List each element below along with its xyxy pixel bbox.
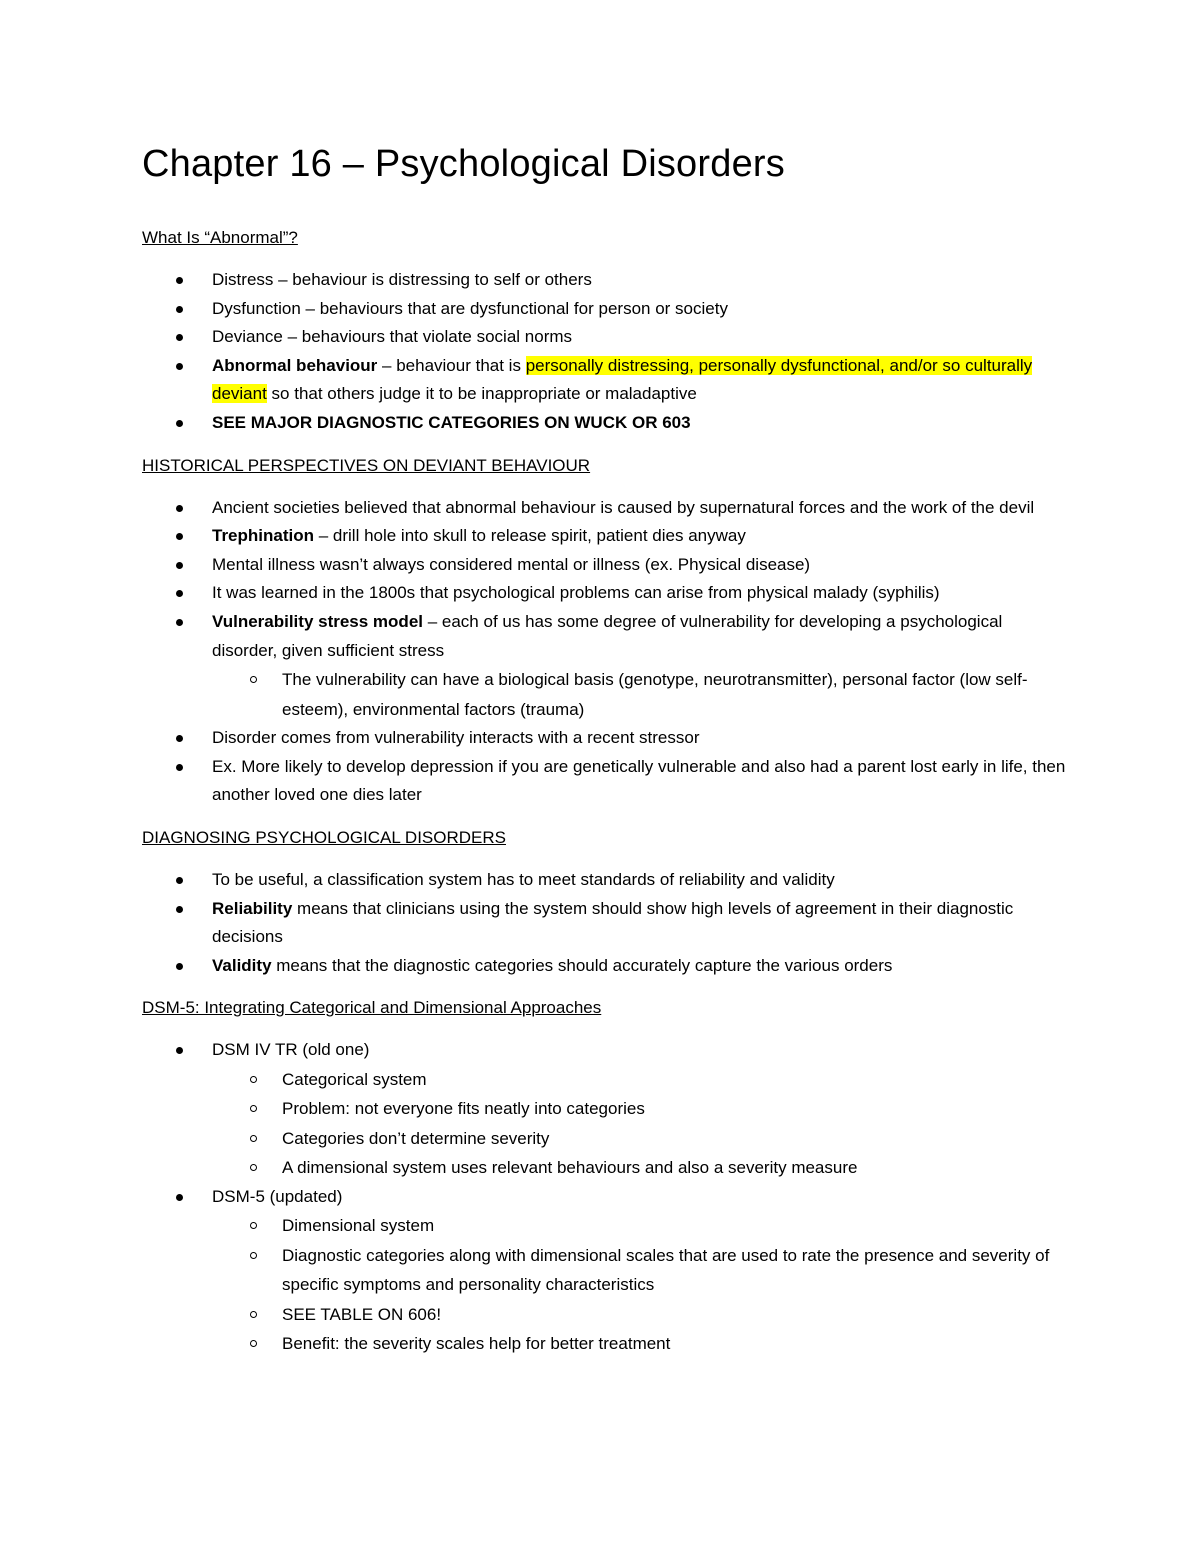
dsm5-list bbox=[142, 1036, 1072, 1359]
bullet-icon bbox=[176, 590, 183, 597]
bullet-icon bbox=[176, 1194, 183, 1201]
list-item: Abnormal behaviour – behaviour that is personally distressing, personally dysfunctional, and/or so culturally deviant so that others judge it to be inappropriate or maladaptive bbox=[142, 352, 1072, 409]
list-item: Ex. More likely to develop depression if you are genetically vulnerable and also had a parent lost early in life, then another loved one dies later bbox=[142, 753, 1072, 810]
list-item: SEE MAJOR DIAGNOSTIC CATEGORIES ON WUCK OR 603 bbox=[142, 409, 1072, 438]
bullet-icon bbox=[176, 306, 183, 313]
bullet-icon bbox=[176, 420, 183, 427]
list-item: DSM IV TR (old one) Categorical system Problem: not everyone fits neatly into categories Categories don’t determine severity A dimensional system uses relevant behaviours and also a severity measure bbox=[142, 1036, 1072, 1183]
term-reliability: Reliability bbox=[212, 898, 293, 918]
sub-bullet-icon bbox=[250, 1164, 257, 1171]
sub-list-item: Benefit: the severity scales help for better treatment bbox=[212, 1329, 1072, 1359]
sub-bullet-icon bbox=[250, 1311, 257, 1318]
section-heading-abnormal: What Is “Abnormal”? bbox=[142, 228, 298, 247]
bullet-icon bbox=[176, 735, 183, 742]
bullet-icon bbox=[176, 277, 183, 284]
sub-list-item: Problem: not everyone fits neatly into categories bbox=[212, 1094, 1072, 1124]
bullet-icon bbox=[176, 764, 183, 771]
list-item: DSM-5 (updated) Dimensional system Diagnostic categories along with dimensional scales that are used to rate the presence and severity of specific symptoms and personality characteristics SEE TABLE ON 606! Benefit: the severity scales help for better treatment bbox=[142, 1183, 1072, 1359]
page-title: Chapter 16 – Psychological Disorders bbox=[142, 143, 785, 185]
bullet-icon bbox=[176, 1047, 183, 1054]
sub-list-item: The vulnerability can have a biological basis (genotype, neurotransmitter), personal factor (low self-esteem), environmental factors (trauma) bbox=[212, 665, 1072, 724]
bullet-icon bbox=[176, 562, 183, 569]
bullet-icon bbox=[176, 363, 183, 370]
sub-list-item: Diagnostic categories along with dimensional scales that are used to rate the presence and severity of specific symptoms and personality characteristics bbox=[212, 1241, 1072, 1300]
sub-bullet-icon bbox=[250, 676, 257, 683]
diagnosing-list bbox=[142, 866, 1072, 980]
term-abnormal-behaviour: Abnormal behaviour bbox=[212, 355, 378, 375]
list-item: Dysfunction – behaviours that are dysfunctional for person or society bbox=[142, 295, 1072, 324]
sub-list bbox=[212, 1065, 1072, 1183]
section-heading-dsm5: DSM-5: Integrating Categorical and Dimensional Approaches bbox=[142, 998, 602, 1018]
bullet-icon bbox=[176, 963, 183, 970]
term-vulnerability-stress-model: Vulnerability stress model bbox=[212, 611, 423, 631]
list-item: Vulnerability stress model – each of us has some degree of vulnerability for developing a psychological disorder, given sufficient stress The vulnerability can have a biological basis (genotype, neurotransmitter), personal factor (low self-esteem), environmental factors (trauma) bbox=[142, 608, 1072, 724]
historical-list bbox=[142, 494, 1072, 810]
list-item: Reliability means that clinicians using the system should show high levels of agreement in their diagnostic decisions bbox=[142, 895, 1072, 952]
abnormal-list bbox=[142, 266, 1072, 438]
bullet-icon bbox=[176, 533, 183, 540]
list-item: Mental illness wasn’t always considered mental or illness (ex. Physical disease) bbox=[142, 551, 1072, 580]
sub-bullet-icon bbox=[250, 1340, 257, 1347]
sub-bullet-icon bbox=[250, 1252, 257, 1259]
list-item: Validity means that the diagnostic categories should accurately capture the various orders bbox=[142, 952, 1072, 981]
sub-list-item: SEE TABLE ON 606! bbox=[212, 1300, 1072, 1330]
list-item: Deviance – behaviours that violate social norms bbox=[142, 323, 1072, 352]
sub-bullet-icon bbox=[250, 1105, 257, 1112]
sub-bullet-icon bbox=[250, 1135, 257, 1142]
sub-list-item: Categorical system bbox=[212, 1065, 1072, 1095]
list-item: Disorder comes from vulnerability interacts with a recent stressor bbox=[142, 724, 1072, 753]
list-item: To be useful, a classification system has to meet standards of reliability and validity bbox=[142, 866, 1072, 895]
list-item: Trephination – drill hole into skull to release spirit, patient dies anyway bbox=[142, 522, 1072, 551]
bullet-icon bbox=[176, 334, 183, 341]
sub-list-item: A dimensional system uses relevant behaviours and also a severity measure bbox=[212, 1153, 1072, 1183]
sub-bullet-icon bbox=[250, 1222, 257, 1229]
list-item: Ancient societies believed that abnormal behaviour is caused by supernatural forces and the work of the devil bbox=[142, 494, 1072, 523]
sub-list bbox=[212, 1211, 1072, 1359]
document-page bbox=[142, 140, 1072, 1373]
list-item: It was learned in the 1800s that psychological problems can arise from physical malady (syphilis) bbox=[142, 579, 1072, 608]
sub-bullet-icon bbox=[250, 1076, 257, 1083]
bullet-icon bbox=[176, 906, 183, 913]
bullet-icon bbox=[176, 877, 183, 884]
term-trephination: Trephination bbox=[212, 526, 314, 546]
sub-list-item: Dimensional system bbox=[212, 1211, 1072, 1241]
term-validity: Validity bbox=[212, 955, 272, 975]
sub-list-item: Categories don’t determine severity bbox=[212, 1124, 1072, 1154]
bullet-icon bbox=[176, 619, 183, 626]
bullet-icon bbox=[176, 505, 183, 512]
list-item: Distress – behaviour is distressing to self or others bbox=[142, 266, 1072, 295]
highlighted-text: personally distressing, personally dysfunctional, and/or so culturally deviant bbox=[212, 355, 1033, 404]
sub-list bbox=[212, 665, 1072, 724]
section-heading-diagnosing: DIAGNOSING PSYCHOLOGICAL DISORDERS bbox=[142, 827, 506, 847]
section-heading-historical: HISTORICAL PERSPECTIVES ON DEVIANT BEHAVIOUR bbox=[142, 455, 591, 475]
